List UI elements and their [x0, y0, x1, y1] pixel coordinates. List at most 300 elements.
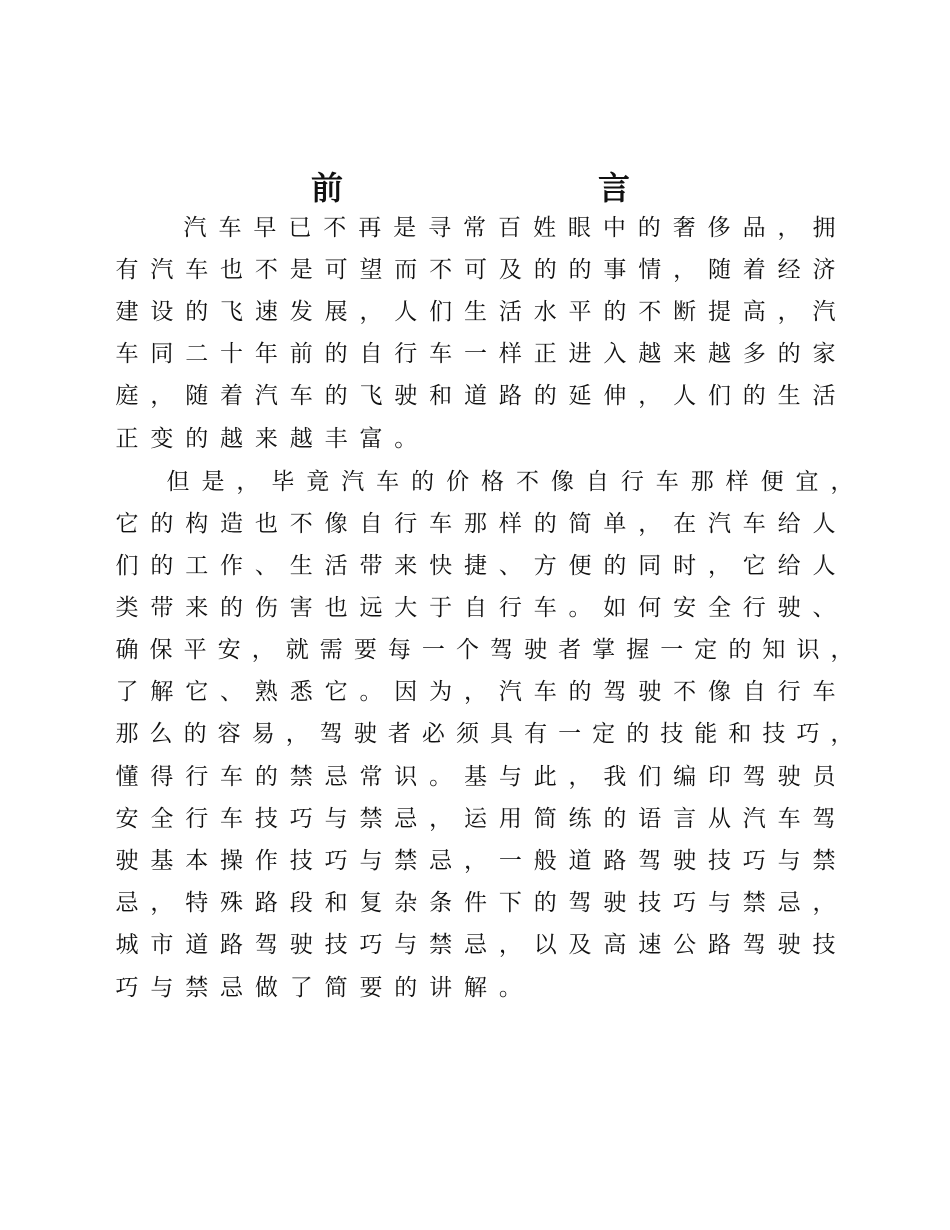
text-glyph: 建	[115, 299, 139, 325]
text-glyph: 就	[285, 637, 309, 663]
text-glyph: 多	[742, 341, 766, 367]
text-glyph: 越	[707, 341, 731, 367]
text-glyph: 姓	[532, 215, 556, 241]
text-glyph: 巧	[742, 848, 766, 874]
text-glyph: 寻	[428, 215, 452, 241]
text-glyph: 做	[254, 975, 278, 1001]
text-glyph: ，	[464, 679, 487, 705]
text-glyph: 活	[812, 383, 836, 409]
text-glyph: 巧	[115, 975, 139, 1001]
text-glyph: 作	[254, 848, 278, 874]
text-glyph: 的	[568, 257, 592, 283]
text-glyph: 不	[323, 215, 347, 241]
text-glyph: 与	[707, 890, 731, 916]
text-glyph: 简	[533, 806, 557, 832]
text-glyph: ，	[150, 890, 174, 916]
text-glyph: 远	[359, 595, 383, 621]
text-glyph: 驾	[742, 932, 766, 958]
text-glyph: 造	[220, 511, 244, 537]
text-glyph: 奢	[672, 215, 696, 241]
text-glyph: 给	[777, 511, 801, 537]
text-glyph: 单	[603, 511, 627, 537]
text-glyph: 百	[498, 215, 521, 241]
text-glyph: 的	[728, 637, 752, 663]
text-glyph: 带	[150, 595, 174, 621]
text-glyph: 进	[568, 341, 592, 367]
text-glyph: 、	[220, 679, 244, 705]
text-glyph: 易	[251, 721, 275, 747]
text-glyph: 了	[289, 975, 313, 1001]
text-glyph: 我	[603, 764, 627, 790]
text-glyph: 全	[707, 595, 731, 621]
body-line	[0, 552, 950, 594]
title-char-2: 言	[598, 169, 631, 207]
text-glyph: 和	[429, 383, 453, 409]
text-glyph: 的	[533, 890, 557, 916]
text-glyph: 高	[742, 299, 766, 325]
text-glyph: 与	[150, 975, 174, 1001]
text-glyph: 作	[220, 553, 244, 579]
text-glyph: 练	[568, 806, 592, 832]
text-glyph: 因	[394, 679, 418, 705]
text-glyph: 禁	[429, 932, 453, 958]
text-glyph: 的	[626, 721, 650, 747]
text-glyph: 十	[220, 341, 244, 367]
text-glyph: 汽	[707, 511, 731, 537]
text-glyph: 技	[707, 848, 731, 874]
text-glyph: 断	[673, 299, 697, 325]
text-glyph: 但	[166, 469, 190, 495]
text-glyph: 有	[115, 257, 139, 283]
text-glyph: 。	[568, 595, 592, 621]
text-glyph: 设	[150, 299, 174, 325]
text-glyph: 的	[603, 553, 627, 579]
text-glyph: 们	[429, 299, 453, 325]
text-glyph: 那	[690, 469, 714, 495]
text-glyph: 不	[673, 679, 697, 705]
body-line	[0, 382, 950, 424]
text-glyph: 入	[603, 341, 627, 367]
text-glyph: 的	[394, 975, 418, 1001]
text-glyph: 驶	[603, 890, 627, 916]
text-glyph: 越	[638, 341, 662, 367]
text-glyph: 的	[324, 341, 348, 367]
text-glyph: 安	[673, 595, 697, 621]
text-glyph: 的	[183, 721, 207, 747]
text-glyph: ，	[251, 637, 275, 663]
text-glyph: ，	[830, 469, 854, 495]
text-glyph: 可	[324, 257, 348, 283]
text-glyph: 定	[592, 721, 616, 747]
text-glyph: ，	[830, 721, 854, 747]
text-glyph: 车	[533, 595, 557, 621]
text-glyph: 禁	[359, 806, 383, 832]
text-glyph: 庭	[115, 383, 139, 409]
text-glyph: 技	[289, 848, 313, 874]
text-glyph: 它	[324, 679, 348, 705]
text-glyph: 车	[429, 341, 453, 367]
text-glyph: 每	[387, 637, 411, 663]
text-glyph: 正	[533, 341, 557, 367]
text-glyph: 基	[150, 848, 174, 874]
text-glyph: 它	[742, 553, 766, 579]
text-glyph: 是	[289, 257, 313, 283]
text-glyph: 段	[289, 890, 313, 916]
text-glyph: ，	[777, 299, 801, 325]
text-glyph: 水	[533, 299, 557, 325]
text-glyph: 正	[115, 426, 139, 452]
text-glyph: 们	[707, 383, 731, 409]
text-glyph: 中	[602, 215, 626, 241]
text-glyph: 像	[324, 511, 348, 537]
text-glyph: ，	[673, 257, 697, 283]
text-glyph: 如	[603, 595, 627, 621]
text-glyph: 车	[289, 383, 313, 409]
text-glyph: 城	[115, 932, 139, 958]
text-glyph: 技	[324, 932, 348, 958]
text-glyph: 忌	[115, 890, 139, 916]
text-glyph: 。	[498, 975, 522, 1001]
text-glyph: 来	[254, 426, 278, 452]
text-glyph: 来	[185, 595, 209, 621]
text-glyph: 伸	[603, 383, 627, 409]
text-glyph: 车	[777, 806, 801, 832]
text-glyph: 速	[254, 299, 278, 325]
text-glyph: 生	[289, 553, 313, 579]
text-glyph: 的	[220, 595, 244, 621]
text-glyph: 及	[568, 932, 592, 958]
text-glyph: 早	[253, 215, 277, 241]
title-char-1: 前	[311, 169, 344, 207]
text-glyph: 安	[115, 806, 139, 832]
text-glyph: 来	[394, 553, 418, 579]
text-glyph: 那	[115, 721, 139, 747]
text-glyph: 与	[359, 848, 383, 874]
text-glyph: 道	[185, 932, 209, 958]
text-glyph: 同	[638, 553, 662, 579]
text-glyph: 变	[150, 426, 174, 452]
text-glyph: 一	[464, 341, 487, 367]
text-glyph: ，	[464, 848, 487, 874]
text-glyph: 么	[149, 721, 173, 747]
text-glyph: 再	[358, 215, 382, 241]
text-glyph: 生	[777, 383, 801, 409]
text-glyph: 行	[185, 764, 209, 790]
text-glyph: 行	[394, 511, 418, 537]
text-glyph: 巧	[289, 806, 313, 832]
text-glyph: 驶	[524, 637, 548, 663]
text-glyph: 确	[115, 637, 139, 663]
text-glyph: 简	[568, 511, 592, 537]
text-glyph: 安	[217, 637, 241, 663]
text-glyph: 禁	[394, 848, 418, 874]
text-glyph: 巧	[324, 848, 348, 874]
text-glyph: 巧	[673, 890, 697, 916]
text-glyph: 延	[568, 383, 592, 409]
text-glyph: 汽	[341, 469, 365, 495]
text-glyph: ，	[429, 806, 453, 832]
text-glyph: 驶	[777, 764, 801, 790]
text-glyph: 者	[558, 637, 582, 663]
text-glyph: 汽	[742, 806, 766, 832]
text-glyph: 不	[289, 511, 313, 537]
body-line	[0, 510, 950, 552]
text-glyph: 事	[603, 257, 627, 283]
text-glyph: 时	[673, 553, 697, 579]
text-glyph: 技	[812, 932, 836, 958]
text-glyph: 路	[498, 383, 522, 409]
body-line	[0, 594, 950, 636]
text-glyph: 驶	[777, 932, 801, 958]
text-glyph: 能	[694, 721, 718, 747]
text-glyph: 在	[673, 511, 697, 537]
text-glyph: 一	[660, 637, 684, 663]
text-glyph: 驾	[254, 932, 278, 958]
text-glyph: 车	[220, 764, 244, 790]
text-glyph: 与	[324, 806, 348, 832]
text-glyph: 丰	[324, 426, 348, 452]
text-glyph: 的	[533, 383, 557, 409]
text-glyph: 。	[359, 679, 383, 705]
body-line	[0, 298, 950, 340]
text-glyph: 驶	[353, 721, 377, 747]
text-glyph: 的	[185, 426, 209, 452]
body-line	[0, 931, 950, 973]
text-glyph: 不	[429, 257, 453, 283]
text-glyph: 定	[694, 637, 718, 663]
text-glyph: 与	[498, 764, 522, 790]
text-glyph: 宜	[795, 469, 819, 495]
text-glyph: 的	[411, 469, 435, 495]
text-glyph: 样	[498, 511, 522, 537]
text-glyph: 悉	[289, 679, 313, 705]
text-glyph: 样	[725, 469, 749, 495]
text-glyph: 便	[568, 553, 592, 579]
text-glyph: 为	[429, 679, 453, 705]
text-glyph: 了	[115, 679, 139, 705]
text-glyph: 者	[387, 721, 411, 747]
body-line	[0, 256, 950, 298]
text-glyph: 平	[568, 299, 592, 325]
text-glyph: 自	[359, 341, 383, 367]
text-glyph: 速	[638, 932, 662, 958]
text-glyph: 得	[150, 764, 174, 790]
text-glyph: 简	[324, 975, 348, 1001]
text-glyph: 样	[498, 341, 522, 367]
text-glyph: 禁	[289, 764, 313, 790]
text-glyph: 般	[533, 848, 557, 874]
text-glyph: 带	[359, 553, 383, 579]
text-glyph: 随	[707, 257, 731, 283]
text-glyph: 巧	[796, 721, 820, 747]
text-glyph: 随	[185, 383, 209, 409]
body-line	[0, 340, 950, 382]
text-glyph: 的	[603, 806, 627, 832]
text-glyph: 像	[707, 679, 731, 705]
text-glyph: 的	[568, 679, 592, 705]
body-line	[0, 974, 950, 1016]
text-glyph: 行	[394, 341, 418, 367]
text-glyph: 毕	[271, 469, 295, 495]
text-glyph: 和	[728, 721, 752, 747]
text-glyph: 一	[421, 637, 445, 663]
text-glyph: 人	[673, 383, 697, 409]
text-glyph: 活	[324, 553, 348, 579]
text-glyph: 害	[289, 595, 313, 621]
text-glyph: 经	[777, 257, 801, 283]
text-glyph: 路	[707, 932, 731, 958]
body-line	[0, 678, 950, 720]
text-glyph: 公	[673, 932, 697, 958]
text-glyph: 展	[324, 299, 348, 325]
text-glyph: 驶	[394, 383, 418, 409]
text-glyph: 与	[777, 848, 801, 874]
text-glyph: 市	[150, 932, 174, 958]
text-glyph: 的	[254, 764, 278, 790]
text-glyph: 伤	[254, 595, 278, 621]
text-glyph: 驶	[673, 848, 697, 874]
body-line	[0, 720, 950, 762]
text-glyph: 要	[359, 975, 383, 1001]
text-glyph: 驾	[638, 848, 662, 874]
text-glyph: 编	[673, 764, 697, 790]
text-glyph: 巧	[359, 932, 383, 958]
text-glyph: 着	[742, 257, 766, 283]
text-glyph: 个	[455, 637, 479, 663]
text-glyph: 容	[217, 721, 241, 747]
text-glyph: 给	[777, 553, 801, 579]
text-glyph: 飞	[359, 383, 383, 409]
text-glyph: 常	[359, 764, 383, 790]
text-glyph: 行	[185, 806, 209, 832]
text-glyph: 一	[498, 848, 522, 874]
text-glyph: 驶	[777, 595, 801, 621]
text-glyph: 用	[498, 806, 522, 832]
text-glyph: 高	[603, 932, 627, 958]
text-glyph: 识	[394, 764, 418, 790]
text-glyph: 自	[464, 595, 487, 621]
text-glyph: 平	[183, 637, 207, 663]
text-glyph: 懂	[115, 764, 139, 790]
text-glyph: 技	[254, 806, 278, 832]
text-glyph: 生	[464, 299, 487, 325]
text-glyph: 着	[220, 383, 244, 409]
text-glyph: 。	[429, 764, 453, 790]
text-glyph: 拥	[812, 215, 836, 241]
text-glyph: 技	[638, 890, 662, 916]
text-glyph: 的	[533, 511, 557, 537]
text-glyph: 熟	[254, 679, 278, 705]
text-glyph: 提	[707, 299, 731, 325]
text-glyph: 大	[394, 595, 418, 621]
text-glyph: 自	[585, 469, 609, 495]
text-glyph: 忌	[464, 932, 487, 958]
text-glyph: 汽	[498, 679, 522, 705]
text-glyph: 、	[812, 595, 836, 621]
text-glyph: 言	[673, 806, 697, 832]
text-glyph: 快	[429, 553, 453, 579]
text-glyph: 忌	[777, 890, 801, 916]
text-glyph: 车	[655, 469, 679, 495]
text-glyph: 行	[620, 469, 644, 495]
text-glyph: 车	[533, 679, 557, 705]
body-line	[0, 636, 950, 678]
text-glyph: 构	[185, 511, 209, 537]
text-glyph: 道	[464, 383, 487, 409]
text-glyph: ，	[359, 299, 383, 325]
text-glyph: 基	[464, 764, 487, 790]
text-glyph: 望	[359, 257, 383, 283]
text-glyph: 竟	[306, 469, 330, 495]
text-glyph: 要	[353, 637, 377, 663]
text-glyph: 年	[254, 341, 278, 367]
text-glyph: 路	[254, 890, 278, 916]
text-glyph: 它	[115, 511, 139, 537]
text-glyph: 的	[742, 383, 766, 409]
text-glyph: ，	[830, 637, 854, 663]
text-glyph: 自	[742, 679, 766, 705]
text-glyph: 下	[498, 890, 522, 916]
text-glyph: ，	[150, 383, 174, 409]
text-glyph: 件	[464, 890, 487, 916]
text-glyph: 技	[660, 721, 684, 747]
text-glyph: 驾	[603, 679, 627, 705]
text-glyph: 解	[464, 975, 487, 1001]
text-glyph: 格	[481, 469, 505, 495]
text-glyph: 驾	[319, 721, 343, 747]
text-glyph: 侈	[707, 215, 731, 241]
text-glyph: 以	[533, 932, 557, 958]
body-line	[0, 763, 950, 805]
text-glyph: 是	[393, 215, 417, 241]
text-glyph: 汽	[150, 257, 174, 283]
text-glyph: 车	[115, 341, 139, 367]
text-glyph: 车	[742, 511, 766, 537]
text-glyph: 活	[498, 299, 522, 325]
text-glyph: 车	[812, 679, 836, 705]
text-glyph: 。	[394, 426, 418, 452]
text-glyph: 特	[185, 890, 209, 916]
text-glyph: 的	[777, 341, 801, 367]
text-glyph: 掌	[592, 637, 616, 663]
text-glyph: 驾	[568, 890, 592, 916]
text-glyph: ，	[285, 721, 309, 747]
text-glyph: 常	[463, 215, 487, 241]
text-glyph: 和	[324, 890, 348, 916]
text-glyph: 人	[812, 553, 836, 579]
text-glyph: 忌	[324, 764, 348, 790]
body-line	[0, 805, 950, 847]
text-glyph: 的	[150, 553, 174, 579]
text-glyph: 发	[289, 299, 313, 325]
text-glyph: 飞	[220, 299, 244, 325]
body-line	[0, 847, 950, 889]
text-glyph: 自	[359, 511, 383, 537]
text-glyph: 忌	[220, 975, 244, 1001]
text-glyph: 越	[220, 426, 244, 452]
text-glyph: 行	[742, 595, 766, 621]
text-glyph: 那	[464, 511, 487, 537]
text-glyph: 驶	[638, 679, 662, 705]
body-line	[0, 889, 950, 931]
text-glyph: ，	[777, 215, 801, 241]
text-glyph: 它	[185, 679, 209, 705]
text-glyph: 复	[359, 890, 383, 916]
text-glyph: 行	[777, 679, 801, 705]
text-glyph: 们	[115, 553, 139, 579]
body-line	[0, 214, 950, 256]
text-glyph: 也	[254, 511, 278, 537]
